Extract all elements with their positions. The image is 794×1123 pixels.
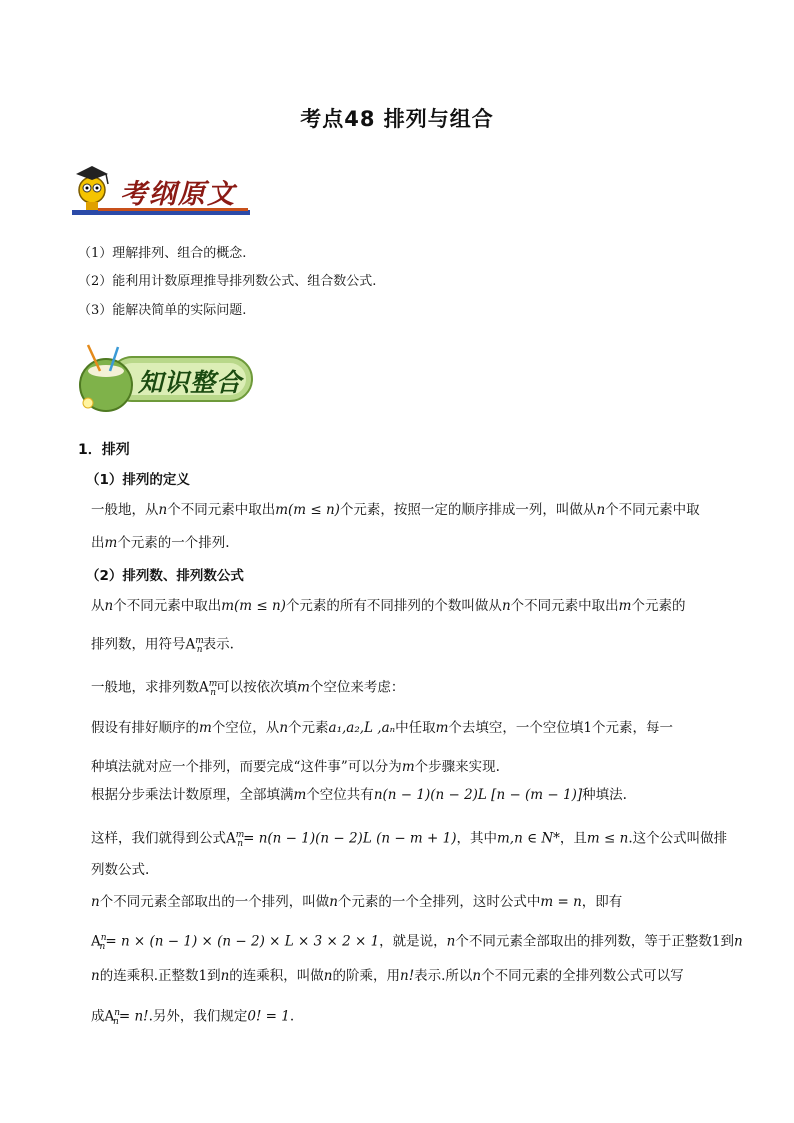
subsection-heading: （2）排列数、排列数公式 — [86, 568, 244, 584]
formula-line: $A^n_n= n \times (n - 1) \times (n - 2) \times L \times 3 \times 2 \times 1$，就是说，n个不同元素全部取出的排列数，等于正整数1到n — [91, 933, 743, 953]
exam-outline-banner — [68, 160, 254, 222]
definition-line: 出m个元素的一个排列. — [91, 535, 230, 551]
paragraph-line: 假设有排好顺序的m个空位，从n个元素a₁,a₂,L ,aₙ中任取m个去填空，一个空位填1个元素，每一 — [91, 720, 673, 736]
objective-item: （1）理解排列、组合的概念. — [78, 246, 247, 261]
subsection-heading: （1）排列的定义 — [86, 472, 190, 488]
formula-line: 这样，我们就得到公式$A^m_n= n(n - 1)(n - 2)L$ (n − m + 1)，其中m,n ∈ N*，且m ≤ n.这个公式叫做排 — [91, 830, 728, 850]
definition-line: 一般地，从n个不同元素中取出m(m ≤ n)个元素，按照一定的顺序排成一列，叫做从n个不同元素中取 — [91, 502, 700, 518]
section-heading: 1．排列 — [78, 442, 130, 458]
knowledge-banner — [70, 343, 256, 413]
objective-item: （2）能利用计数原理推导排列数公式、组合数公式. — [78, 274, 377, 289]
paragraph-line: 列数公式. — [91, 862, 150, 878]
paragraph-line: 成$A^n_n= n$!.另外，我们规定0! = 1. — [91, 1008, 295, 1028]
objective-item: （3）能解决简单的实际问题. — [78, 303, 247, 318]
banner-label: 知识整合 — [138, 368, 243, 397]
page-title: 考点48 排列与组合 — [300, 107, 494, 131]
paragraph-line: 一般地，求排列数$A^m_n$可以按依次填m个空位来考虑： — [91, 679, 405, 699]
paragraph-line: n个不同元素全部取出的一个排列，叫做n个元素的一个全排列，这时公式中m = n，即有 — [91, 894, 623, 910]
paragraph-line: 根据分步乘法计数原理，全部填满m个空位共有n(n − 1)(n − 2)L [n − (m − 1)]种填法. — [91, 787, 627, 803]
paragraph-line: 排列数，用符号$A^m_n$表示. — [91, 636, 234, 656]
banner-label: 考纲原文 — [120, 179, 236, 210]
paragraph-line: 从n个不同元素中取出m(m ≤ n)个元素的所有不同排列的个数叫做从n个不同元素中取出m个元素的 — [91, 598, 686, 614]
paragraph-line: 种填法就对应一个排列，而要完成“这件事”可以分为m个步骤来实现. — [91, 759, 500, 775]
paragraph-line: n的连乘积.正整数1到n的连乘积，叫做n的阶乘，用n!表示.所以n个不同元素的全排列数公式可以写 — [91, 968, 684, 984]
